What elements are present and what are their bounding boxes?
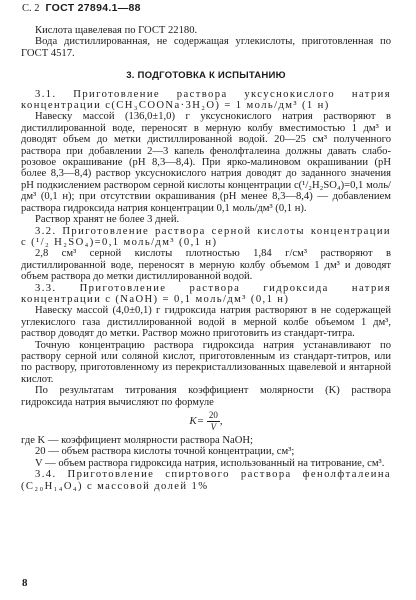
legend-v: V — объем раствора гидроксида натрия, использованный на титрование, см³. bbox=[35, 457, 385, 469]
clause-3-2-body: 2,8 см³ серной кислоты плотностью 1,84 г/см³ растворяют в дистиллированной воде, переносят в мерную колбу объемом 1 дм³ и доводят объем раствора до метки дистиллированной водой. bbox=[21, 248, 391, 283]
formula-lhs: K= bbox=[189, 415, 205, 428]
standard-number: ГОСТ 27894.1—88 bbox=[45, 2, 141, 14]
clause-3-3-heading: 3.3. Приготовление раствора гидроксида натрия концентрации c (NaOH) = 0,1 моль/дм³ (0,1 н) bbox=[21, 282, 391, 305]
clause-3-3-body: Навеску массой (4,0±0,1) г гидроксида натрия растворяют в не содержащей углекислого газа дистиллированной водой в мерной колбе объемом 1 дм³, раствор доводят до метки. Раствор можно приготовить из стандарт-титра. bbox=[21, 305, 391, 340]
clause-3-2-heading: 3.2. Приготовление раствора серной кислоты концентрации c (¹/₂ H₂SO₄)=0,1 моль/дм³ (0,1 н) bbox=[21, 225, 391, 248]
document-body bbox=[21, 25, 391, 492]
formula bbox=[21, 411, 391, 432]
clause-3-3-result: По результатам титрования коэффициент молярности (K) раствора гидроксида натрия вычисляют по формуле bbox=[21, 385, 391, 408]
clause-3-4-heading: 3.4. Приготовление спиртового раствора фенолфталеина (C₂₀H₁₄O₄) с массовой долей 1% bbox=[21, 469, 391, 492]
page-label: С. 2 bbox=[22, 3, 40, 14]
clause-3-1-storage: Раствор хранят не более 3 дней. bbox=[35, 214, 180, 226]
section-title: 3. ПОДГОТОВКА К ИСПЫТАНИЮ bbox=[126, 70, 286, 82]
page-header bbox=[22, 2, 141, 14]
intro-line-1: Кислота щавелевая по ГОСТ 22180. bbox=[35, 25, 198, 36]
legend-k: где K — коэффициент молярности раствора NaOH; bbox=[21, 435, 253, 446]
legend-20: 20 — объем раствора кислоты точной концентрации, см³; bbox=[35, 446, 295, 458]
formula-denominator: V bbox=[210, 422, 217, 432]
clause-3-3-exact-concentration: Точную концентрацию раствора гидроксида натрия устанавливают по раствору серной или соляной кислот, приготовленным из стандарт-титров, или по раствору, приготовленному из перекристаллизованных щавелевой и янтарной кислот. bbox=[21, 339, 391, 385]
formula-end: , bbox=[219, 415, 223, 428]
formula-numerator: 20 bbox=[208, 410, 218, 420]
formula-fraction bbox=[207, 411, 220, 432]
intro-line-2: Вода дистиллированная, не содержащая углекислоты, приготовленная по ГОСТ 4517. bbox=[21, 36, 391, 59]
clause-3-1-body: Навеску массой (136,0±1,0) г уксуснокислого натрия растворяют в дистиллированной воде, переносят в мерную колбу вместимостью 1 дм³ и доводят объем до метки дистиллированной водой. 20—25 см³ полученного раствора при добавлении 2—3 капель фенолфталеина должны давать слабо-розовое окрашивание (pH 8,3—8,4). При ярко-малиновом окрашивании (pH более 8,3—8,4) раствор уксуснокислого натрия доводят до заданного значения pH подкислением раствором серной кислоты концентрации c(¹/₂H₂SO₄)=0,1 моль/дм³ (0,1 н); при отсутствии окрашивания (pH менее 8,3—8,4) — добавлением раствора гидроксида натрия концентрации 0,1 моль/дм³ (0,1 н). bbox=[21, 111, 391, 214]
page-number: 8 bbox=[22, 577, 28, 589]
clause-3-1-heading: 3.1. Приготовление раствора уксуснокислого натрия концентрации c(CH₃COONa·3H₂O) = 1 моль/дм³ (1 н) bbox=[21, 88, 391, 112]
